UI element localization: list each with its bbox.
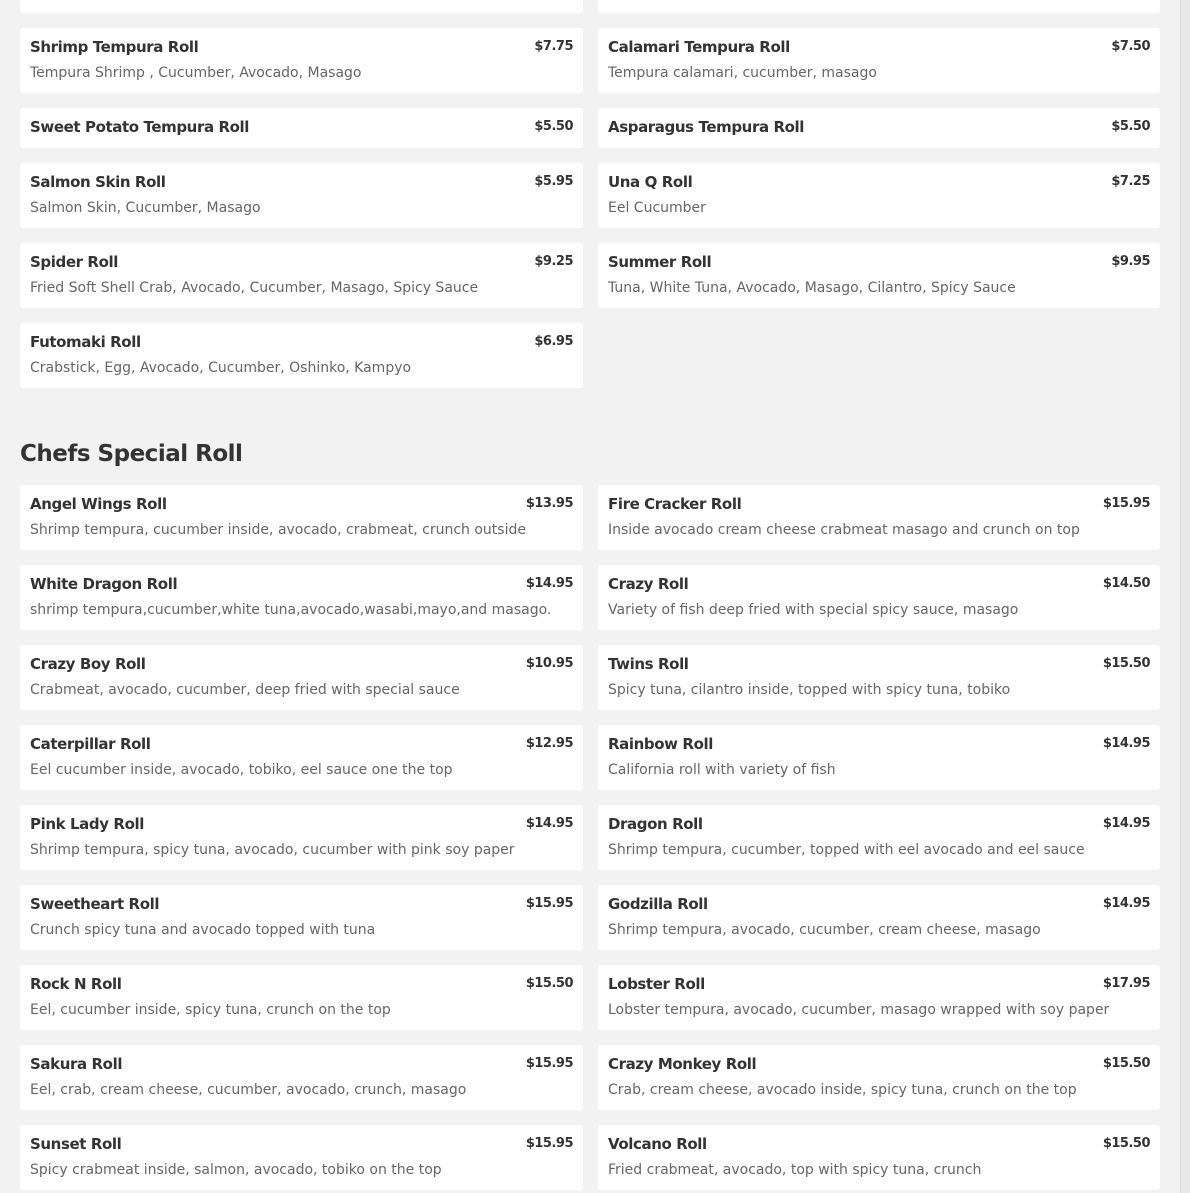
menu-item-price: $17.95	[1102, 976, 1150, 991]
menu-item-name: Caterpillar Roll	[30, 735, 151, 753]
menu-item-name: Calamari Tempura Roll	[608, 38, 790, 56]
menu-item-name: Sweetheart Roll	[30, 895, 160, 913]
menu-item-price: $15.50	[525, 976, 573, 991]
menu-item-description: Eel, crab, cream cheese, cucumber, avocado, crunch, masago	[30, 1082, 467, 1098]
menu-item-price: $9.25	[534, 254, 573, 269]
menu-item-card[interactable]	[598, 108, 1160, 148]
menu-item-description: Spicy crabmeat inside, salmon, avocado, tobiko on the top	[30, 1162, 442, 1178]
menu-item-name: Salmon Skin Roll	[30, 173, 166, 191]
menu-item-name: Spider Roll	[30, 253, 118, 271]
menu-item-card[interactable]	[598, 28, 1160, 93]
menu-item-card[interactable]	[20, 565, 583, 630]
menu-item-card[interactable]	[598, 0, 1160, 13]
menu-item-description: Eel cucumber inside, avocado, tobiko, eel sauce one the top	[30, 762, 453, 778]
menu-item-card[interactable]	[20, 1125, 583, 1190]
menu-item-description: shrimp tempura,cucumber,white tuna,avocado,wasabi,mayo,and masago.	[30, 602, 552, 618]
menu-grid	[20, 0, 1160, 388]
menu-item-price: $15.95	[525, 896, 573, 911]
menu-item-card[interactable]	[598, 645, 1160, 710]
menu-section-maki	[20, 0, 1160, 388]
menu-item-price: $15.95	[525, 1056, 573, 1071]
menu-item-description: Crabmeat, avocado, cucumber, deep fried with special sauce	[30, 682, 460, 698]
menu-item-price	[534, 0, 573, 1]
menu-item-card[interactable]	[20, 725, 583, 790]
menu-item-description: California roll with variety of fish	[608, 762, 836, 778]
menu-item-description: Variety of fish deep fried with special spicy sauce, masago	[608, 602, 1019, 618]
menu-item-card[interactable]	[598, 243, 1160, 308]
page-scrollbar[interactable]	[1180, 0, 1190, 1193]
menu-item-price: $15.50	[1102, 656, 1150, 671]
menu-item-name: Crazy Monkey Roll	[608, 1055, 757, 1073]
menu-section-chefs-special	[20, 437, 1160, 1190]
menu-item-card[interactable]	[20, 0, 583, 13]
menu-item-description: Crunch spicy tuna and avocado topped with tuna	[30, 922, 376, 938]
menu-item-name: Angel Wings Roll	[30, 495, 167, 513]
menu-item-name: Lobster Roll	[608, 975, 705, 993]
menu-item-description: Fried Soft Shell Crab, Avocado, Cucumber, Masago, Spicy Sauce	[30, 280, 479, 296]
menu-item-price: $15.95	[525, 1136, 573, 1151]
menu-item-price: $14.95	[525, 576, 573, 591]
menu-item-price: $14.50	[1102, 576, 1150, 591]
menu-item-name: Fire Cracker Roll	[608, 495, 742, 513]
menu-item-name: Futomaki Roll	[30, 333, 141, 351]
menu-item-card[interactable]	[20, 805, 583, 870]
menu-item-price	[1111, 0, 1150, 1]
section-title: Chefs Special Roll	[20, 441, 243, 467]
menu-item-name: Volcano Roll	[608, 1135, 707, 1153]
menu-item-price: $9.95	[1111, 254, 1150, 269]
menu-item-card[interactable]	[20, 885, 583, 950]
menu-item-price: $7.75	[534, 39, 573, 54]
menu-item-name: Sunset Roll	[30, 1135, 122, 1153]
menu-item-name: Asparagus Tempura Roll	[608, 118, 805, 136]
menu-item-price: $10.95	[525, 656, 573, 671]
menu-item-description: Lobster tempura, avocado, cucumber, masago wrapped with soy paper	[608, 1002, 1110, 1018]
menu-item-name: Summer Roll	[608, 253, 712, 271]
menu-item-price: $12.95	[525, 736, 573, 751]
menu-item-description: Tempura calamari, cucumber, masago	[608, 65, 877, 81]
menu-item-price: $14.95	[525, 816, 573, 831]
menu-item-card[interactable]	[598, 885, 1160, 950]
menu-item-price: $15.50	[1102, 1056, 1150, 1071]
menu-item-name	[30, 0, 573, 2]
menu-item-name: Twins Roll	[608, 655, 689, 673]
menu-item-card[interactable]	[20, 243, 583, 308]
menu-item-card[interactable]	[20, 1045, 583, 1110]
menu-item-price: $14.95	[1102, 816, 1150, 831]
menu-item-description: Tempura Shrimp , Cucumber, Avocado, Masago	[30, 65, 362, 81]
menu-item-card[interactable]	[20, 645, 583, 710]
menu-item-description: Shrimp tempura, spicy tuna, avocado, cucumber with pink soy paper	[30, 842, 515, 858]
menu-item-price: $5.50	[1111, 119, 1150, 134]
menu-item-card[interactable]	[20, 965, 583, 1030]
menu-item-name: Godzilla Roll	[608, 895, 708, 913]
menu-item-description: Shrimp tempura, cucumber inside, avocado, crabmeat, crunch outside	[30, 522, 526, 538]
menu-item-card[interactable]	[20, 323, 583, 388]
menu-item-description: Tuna, White Tuna, Avocado, Masago, Cilantro, Spicy Sauce	[608, 280, 1016, 296]
menu-item-description: Crab, cream cheese, avocado inside, spicy tuna, crunch on the top	[608, 1082, 1077, 1098]
menu-item-card[interactable]	[20, 108, 583, 148]
menu-item-card[interactable]	[598, 725, 1160, 790]
menu-item-name	[608, 0, 1150, 2]
menu-item-description: Fried crabmeat, avocado, top with spicy tuna, crunch	[608, 1162, 982, 1178]
menu-item-price: $15.95	[1102, 496, 1150, 511]
menu-item-name: Rainbow Roll	[608, 735, 713, 753]
menu-item-description: Spicy tuna, cilantro inside, topped with spicy tuna, tobiko	[608, 682, 1011, 698]
menu-item-description: Shrimp tempura, cucumber, topped with eel avocado and eel sauce	[608, 842, 1085, 858]
menu-item-price: $15.50	[1102, 1136, 1150, 1151]
menu-item-name: Pink Lady Roll	[30, 815, 144, 833]
menu-item-name: Una Q Roll	[608, 173, 693, 191]
menu-item-description: Eel, cucumber inside, spicy tuna, crunch on the top	[30, 1002, 391, 1018]
menu-item-price: $7.25	[1111, 174, 1150, 189]
menu-item-price: $7.50	[1111, 39, 1150, 54]
menu-item-card[interactable]	[598, 565, 1160, 630]
menu-item-price: $6.95	[534, 334, 573, 349]
menu-item-card[interactable]	[598, 163, 1160, 228]
menu-item-card[interactable]	[598, 485, 1160, 550]
menu-item-card[interactable]	[20, 28, 583, 93]
menu-item-card[interactable]	[598, 1045, 1160, 1110]
menu-item-card[interactable]	[20, 485, 583, 550]
menu-item-card[interactable]	[598, 1125, 1160, 1190]
menu-item-name: White Dragon Roll	[30, 575, 178, 593]
menu-item-description: Inside avocado cream cheese crabmeat masago and crunch on top	[608, 522, 1080, 538]
menu-grid	[20, 485, 1160, 1190]
menu-item-description: Shrimp tempura, avocado, cucumber, cream cheese, masago	[608, 922, 1041, 938]
menu-item-description: Crabstick, Egg, Avocado, Cucumber, Oshinko, Kampyo	[30, 360, 412, 376]
menu-item-price: $13.95	[525, 496, 573, 511]
menu-item-price: $14.95	[1102, 736, 1150, 751]
menu-item-name: Crazy Boy Roll	[30, 655, 146, 673]
menu-item-name: Crazy Roll	[608, 575, 689, 593]
menu-item-price: $5.50	[534, 119, 573, 134]
menu-item-description: Eel Cucumber	[608, 200, 706, 216]
menu-item-card[interactable]	[598, 805, 1160, 870]
menu-item-name: Sweet Potato Tempura Roll	[30, 118, 250, 136]
menu-item-name: Sakura Roll	[30, 1055, 123, 1073]
menu-item-name: Rock N Roll	[30, 975, 122, 993]
menu-item-price: $14.95	[1102, 896, 1150, 911]
menu-item-card[interactable]	[598, 965, 1160, 1030]
menu-item-name: Dragon Roll	[608, 815, 703, 833]
menu-item-price: $5.95	[534, 174, 573, 189]
menu-item-card[interactable]	[20, 163, 583, 228]
menu-item-name: Shrimp Tempura Roll	[30, 38, 199, 56]
menu-item-description: Salmon Skin, Cucumber, Masago	[30, 200, 261, 216]
